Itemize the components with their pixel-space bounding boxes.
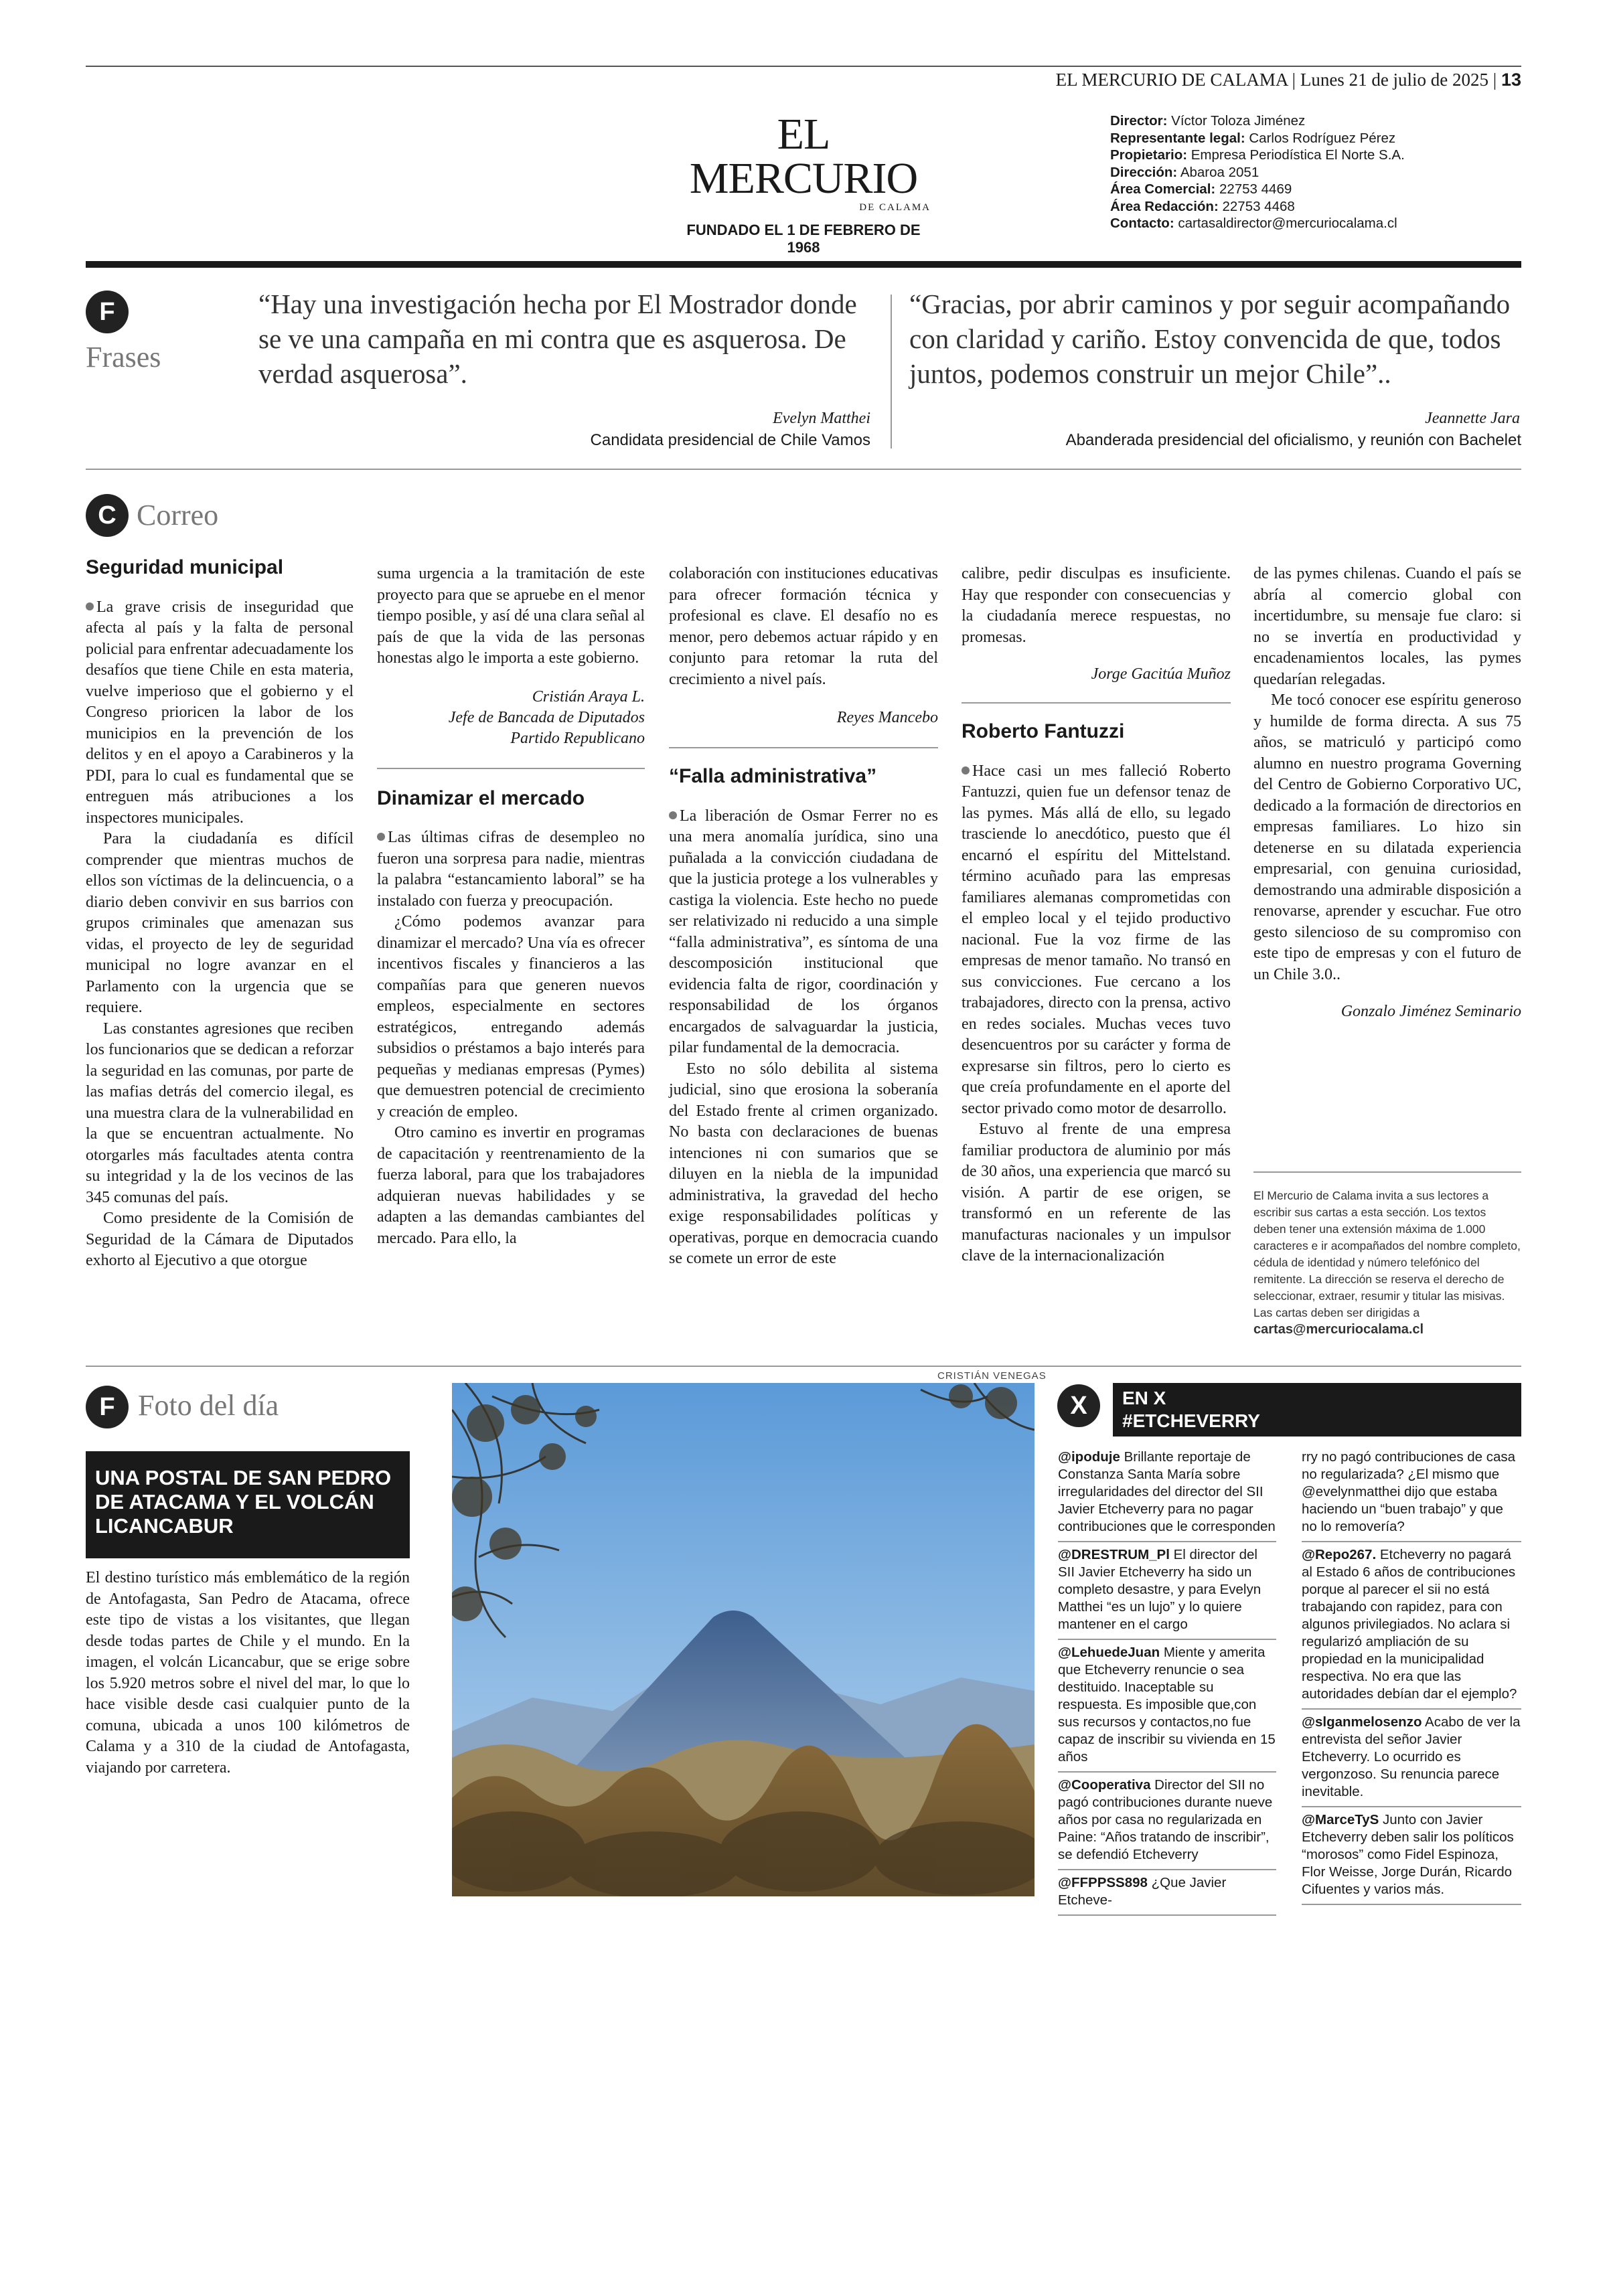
x-post	[1302, 1807, 1521, 1905]
x-handle[interactable]: @Cooperativa	[1058, 1777, 1151, 1793]
x-post	[1058, 1445, 1276, 1542]
bullet-icon	[962, 766, 970, 774]
volcano-photo	[452, 1383, 1035, 1896]
frases-icon: F	[86, 291, 129, 333]
newspaper-logo	[676, 112, 931, 256]
letter-1-paragraph: suma urgencia a la tramitación de este proyecto para que se apruebe en el menor tiempo posible, y así dé una clara señal al país de que la vida de las personas honestas algo le importa a este gobierno.	[377, 565, 645, 667]
x-post-text: Junto con Javier Etcheverry deben salir los políticos “morosos” como Fidel Espinoza, Flor Weisse, Jorge Durán, Ricardo Cifuentes y varios más.	[1302, 1812, 1514, 1897]
x-post	[1058, 1542, 1276, 1640]
letter-1-paragraph: Las constantes agresiones que reciben los funcionarios que se dedican a reforzar la seguridad en las comunas, por parte de las mafias detrás del comercio ilegal, es una muestra clara de la vulnerabilidad en la que se encuentran actualmente. No otorgarles más facultades atenta contra su integridad y la de los vecinos de las 345 comunas del país.	[86, 1019, 354, 1206]
enx-column-right	[1302, 1445, 1521, 1905]
letter-2-paragraph: ¿Cómo podemos avanzar para dinamizar el mercado? Una vía es ofrecer incentivos fiscales y financieros a las compañías para que generen nuevos empleos, especialmente en sectores estratégicos, entregando además subsidios o préstamos a bajo interés para pequeñas y medianas empresas (Pymes) que demuestren potencial de crecimiento y creación de empleo.	[377, 913, 645, 1121]
letter-1-col-a	[86, 557, 354, 1272]
quote-2-text: “Gracias, por abrir caminos y por seguir acompañando con claridad y cariño. Estoy convencida de que, todos juntos, podemos construir un mejor Chile”..	[909, 289, 1511, 389]
x-handle[interactable]: @Repo267.	[1302, 1547, 1377, 1562]
enx-title-box	[1113, 1383, 1521, 1437]
staff-row	[1110, 198, 1512, 216]
letter-4-paragraph: Estuvo al frente de una empresa familiar productora de aluminio por más de 30 años, una experiencia que marcó su visión. A partir de ese origen, se transformó en un referente de las manufacturas nacionales y un impulsor clave de la internacionalización	[962, 1121, 1231, 1264]
staff-row	[1110, 215, 1512, 232]
letter-1-signature: Cristián Araya L. Jefe de Bancada de Diputados Partido Republicano	[448, 687, 645, 747]
letter-5-col	[1253, 564, 1521, 1022]
frases-title: Frases	[86, 341, 161, 374]
photo-headline-box	[86, 1451, 410, 1558]
letter-4-signature: Gonzalo Jiménez Seminario	[1341, 1003, 1521, 1020]
photo-credit: CRISTIÁN VENEGAS	[937, 1370, 1047, 1382]
staff-row	[1110, 181, 1512, 198]
bullet-icon	[669, 811, 677, 819]
founded-line: FUNDADO EL 1 DE FEBRERO DE 1968	[686, 222, 921, 256]
x-handle[interactable]: @FFPPSS898	[1058, 1875, 1148, 1890]
foto-title: Foto del día	[138, 1389, 279, 1422]
x-post-text: Acabo de ver la entrevista del señor Javier Etcheverry. Lo ocurrido es vergonzoso. Su renuncia parece inevitable.	[1302, 1714, 1521, 1799]
divider	[962, 702, 1231, 704]
letter-4-col	[962, 564, 1231, 1267]
correo-icon: C	[86, 494, 129, 537]
note-rule	[1253, 1171, 1521, 1173]
letter-4-paragraph: Hace casi un mes falleció Roberto Fantuzzi, quien fue un defensor tenaz de las pymes. Más allá de ello, su legado trasciende lo anecdótico, puesto que él encarnó el espíritu del Mittelstand. término acuñado para las empresas familiares alemanas comprometidas con el empleo local y el tejido productivo nacional. Fue la voz firme de las empresas de menor tamaño. No transó en sus convicciones. Fue cercano a los trabajadores, directo con la prensa, activo en redes sociales. Muchas veces tuvo desencuentros por su carácter y forma de expresarse sin filtros, pero lo cierto es que creía profundamente en el aporte del sector privado como motor de desarrollo.	[962, 762, 1231, 1117]
divider	[669, 747, 938, 748]
letter-2-paragraph: Otro camino es invertir en programas de capacitación y reentrenamiento de la fuerza laboral, para que los trabajadores adquieran nuevas habilidades y se adapten a las demandas cambiantes del mercado. Para ello, la	[377, 1124, 645, 1247]
staff-value: Abaroa 2051	[1180, 164, 1259, 180]
letter-3-signature: Jorge Gacitúa Muñoz	[1091, 665, 1231, 683]
x-post-text: Miente y amerita que Etcheverry renuncie o sea destituido. Inaceptable su respuesta. Es imposible que,con sus recursos y contactos,no fue capaz de inscribir su vivienda en 15 años	[1058, 1645, 1276, 1765]
masthead-text: EL MERCURIO DE CALAMA | Lunes 21 de julio de 2025 |	[1055, 70, 1497, 90]
top-rule	[86, 66, 1521, 67]
x-post	[1302, 1542, 1521, 1710]
staff-label: Propietario:	[1110, 147, 1188, 163]
letter-3-heading: “Falla administrativa”	[669, 765, 877, 787]
staff-value: Carlos Rodríguez Pérez	[1249, 130, 1396, 146]
staff-row	[1110, 130, 1512, 147]
staff-label: Contacto:	[1110, 216, 1174, 231]
photo-headline: UNA POSTAL DE SAN PEDRO DE ATACAMA Y EL VOLCÁN LICANCABUR	[95, 1466, 392, 1538]
staff-label: Dirección:	[1110, 164, 1178, 180]
correo-title: Correo	[137, 499, 219, 531]
letter-1-col-b	[377, 564, 645, 1249]
masthead-line	[1056, 70, 1521, 90]
staff-row	[1110, 147, 1512, 164]
staff-label: Área Comercial:	[1110, 181, 1216, 197]
enx-title-2: #ETCHEVERRY	[1122, 1410, 1260, 1431]
x-post-text: rry no pagó contribuciones de casa no regularizada? ¿El mismo que @evelynmatthei dijo que estaba haciendo un “buen trabajo” y que no lo removería?	[1302, 1449, 1516, 1534]
letter-1-paragraph: Como presidente de la Comisión de Seguridad de la Cámara de Diputados exhorto al Ejecutivo a que otorgue	[86, 1210, 354, 1269]
staff-value: Empresa Periodística El Norte S.A.	[1191, 147, 1405, 163]
staff-label: Director:	[1110, 113, 1168, 129]
letter-3-paragraph: Esto no sólo debilita al sistema judicial, sino que erosiona la soberanía del Estado frente al crimen organizado. No basta con declaraciones de buenas intenciones ni con sumarios que se diluyen en la niebla de la impunidad administrativa, la gravedad del hecho exige responsabilidades políticas y operativas, porque en democracia cuando se comete un error de este	[669, 1060, 938, 1267]
x-handle[interactable]: @LehuedeJuan	[1058, 1645, 1160, 1660]
quote-1-author: Evelyn Matthei	[773, 410, 870, 427]
letter-3-paragraph: calibre, pedir disculpas es insuficiente. Hay que responder con consecuencias y la ciudadanía merece respuestas, no promesas.	[962, 565, 1231, 646]
x-post-text: ¿Que Javier Etcheve-	[1058, 1875, 1227, 1908]
letter-2-heading: Dinamizar el mercado	[377, 787, 585, 809]
page-number: 13	[1501, 70, 1521, 90]
letter-1-paragraph: La grave crisis de inseguridad que afecta al país y la falta de personal policial para enfrentar adecuadamente los desafíos que tiene Chile en esta materia, vuelve imperioso que el gobierno y el Congreso prioricen la labor de los municipios en la prevención de los delitos y en el apoyo a Carabineros y la PDI, para lo cual es fundamental que se entreguen más atribuciones a los inspectores municipales.	[86, 598, 354, 827]
note-email[interactable]: cartas@mercuriocalama.cl	[1253, 1322, 1424, 1337]
letter-4-paragraph: Me tocó conocer ese espíritu generoso y humilde de forma directa. A sus 75 años, se matriculó y participó como alumno en nuestro programa Governing del Centro de Gobierno Corporativo UC, dedicado a la formación de directorios en empresas familiares. Lo hizo sin detenerse en su dilatada experiencia empresarial, con genuina curiosidad, demostrando una admirable disposición a renovarse, aprender y escuchar. Fue otro gesto silencioso de su compromiso con este tipo de empresas y con el futuro de un Chile 3.0..	[1253, 691, 1521, 983]
staff-row	[1110, 164, 1512, 181]
x-handle[interactable]: @DRESTRUM_Pl	[1058, 1547, 1170, 1562]
quote-1-role: Candidata presidencial de Chile Vamos	[590, 431, 870, 449]
enx-title-1: EN X	[1122, 1388, 1166, 1408]
letter-3-paragraph: La liberación de Osmar Ferrer no es una mera anomalía jurídica, sino una puñalada a la convicción ciudadana de que la justicia protege a los vulnerables y castiga la violencia. Este hecho no puede ser relativizado ni reducido a una simple “falla administrativa”, es síntoma de una descomposición institucional que evidencia falta de rigor, coordinación y responsabilidad de los órganos encargados de salvaguardar la justicia, pilar fundamental de la democracia.	[669, 807, 938, 1056]
header-thick-bar	[86, 261, 1521, 268]
frases-bottom-rule	[86, 469, 1521, 470]
x-handle[interactable]: @ipoduje	[1058, 1449, 1120, 1465]
x-post-text: Brillante reportaje de Constanza Santa María sobre irregularidades del director del SII Javier Etcheverry para no pagar contribuciones que le corresponden	[1058, 1449, 1276, 1534]
x-post	[1058, 1773, 1276, 1870]
letter-2-paragraph: colaboración con instituciones educativas para ofrecer formación técnica y profesional es clave. El desafío no es menor, pero debemos actuar rápido y en conjunto para retomar la ruta del crecimiento a nivel país.	[669, 565, 938, 688]
staff-value: 22753 4469	[1219, 181, 1292, 197]
x-handle[interactable]: @slganmelosenzo	[1302, 1714, 1422, 1730]
x-post-text: Etcheverry no pagará al Estado 6 años de contribuciones porque al parecer el sii no está trabajando con rapidez, para con algunos privilegiados. No aclara si regularizó ampliación de su propiedad en la municipalidad respectiva. No era que las autoridades debían dar el ejemplo?	[1302, 1547, 1517, 1702]
submission-note: El Mercurio de Calama invita a sus lectores a escribir sus cartas a esta sección. Los textos deben tener una extensión máxima de 1.000 caracteres e ir acompañados del nombre completo, cédula de identidad y número telefónico del remitente. La dirección se reserva el derecho de seleccionar, extraer, resumir y titular las misivas. Las cartas deben ser dirigidas a cartas@mercuriocalama.cl	[1253, 1189, 1521, 1337]
quote-1-text: “Hay una investigación hecha por El Mostrador donde se ve una campaña en mi contra que es asquerosa. De verdad asquerosa”.	[258, 289, 857, 389]
letter-2-signature: Reyes Mancebo	[836, 709, 938, 726]
staff-value: 22753 4468	[1222, 198, 1295, 214]
x-handle[interactable]: @MarceTyS	[1302, 1812, 1379, 1827]
staff-row	[1110, 112, 1512, 130]
divider	[377, 768, 645, 769]
enx-column-left	[1058, 1445, 1276, 1916]
x-post-text: Director del SII no pagó contribuciones durante nueve años por casa no regularizada en Paine: “Años tratando de inscribir”, se defendió Etcheverry	[1058, 1777, 1273, 1862]
letter-1-heading: Seguridad municipal	[86, 556, 284, 578]
x-post	[1302, 1710, 1521, 1807]
quote-2-author: Jeannette Jara	[1425, 410, 1520, 427]
foto-icon: F	[86, 1386, 129, 1428]
staff-value: cartasaldirector@mercuriocalama.cl	[1178, 216, 1397, 231]
bullet-icon	[377, 833, 385, 841]
letter-4-heading: Roberto Fantuzzi	[962, 720, 1125, 742]
letter-1-paragraph: Para la ciudadanía es difícil comprender que mientras muchos de ellos son víctimas de la delincuencia, o a diario deben convivir en sus barrios con grupos criminales que amenazan sus vidas, el proyecto de ley de seguridad municipal no logre avanzar en el Parlamento con la urgencia que se requiere.	[86, 830, 354, 1016]
letter-3-col	[669, 564, 938, 1270]
photo-caption: El destino turístico más emblemático de la región de Antofagasta, San Pedro de Atacama, ofrece este tipo de vistas a los visitantes, que llegan desde todas partes de Chile y el mundo. En la imagen, el volcán Licancabur, que se erige sobre los 5.920 metros sobre el nivel del mar, lo que lo hace visible desde casi cualquier punto de la comuna, ubicada a unos 100 kilómetros de Calama y a 310 de la ciudad de Antofagasta, viajando por carretera.	[86, 1569, 410, 1777]
letter-4-paragraph: de las pymes chilenas. Cuando el país se abría al comercio global con incertidumbre, su mensaje fue claro: si no se invertía en productividad y encadenamientos locales, las pymes quedarían relegadas.	[1253, 565, 1521, 688]
frases-divider	[891, 295, 892, 448]
logo-title: EL MERCURIO	[689, 110, 918, 203]
x-post	[1058, 1870, 1276, 1916]
bullet-icon	[86, 602, 94, 610]
staff-label: Representante legal:	[1110, 130, 1245, 146]
letter-2-paragraph: Las últimas cifras de desempleo no fueron una sorpresa para nadie, mientras la palabra “estancamiento laboral” se ha instalado con fuerza y preocupación.	[377, 829, 645, 910]
correo-bottom-rule	[86, 1366, 1521, 1367]
x-post-text: El director del SII Javier Etcheverry ha sido un completo desastre, y para Evelyn Matthei “es un lujo” y lo quiere mantener en el cargo	[1058, 1547, 1261, 1632]
logo-subtitle: DE CALAMA	[859, 202, 931, 213]
staff-box	[1110, 112, 1512, 232]
x-post	[1302, 1445, 1521, 1542]
staff-value: Víctor Toloza Jiménez	[1171, 113, 1306, 129]
quote-2-role: Abanderada presidencial del oficialismo, y reunión con Bachelet	[1065, 431, 1521, 449]
staff-label: Área Redacción:	[1110, 198, 1219, 214]
x-post	[1058, 1640, 1276, 1773]
x-icon: X	[1057, 1384, 1100, 1427]
